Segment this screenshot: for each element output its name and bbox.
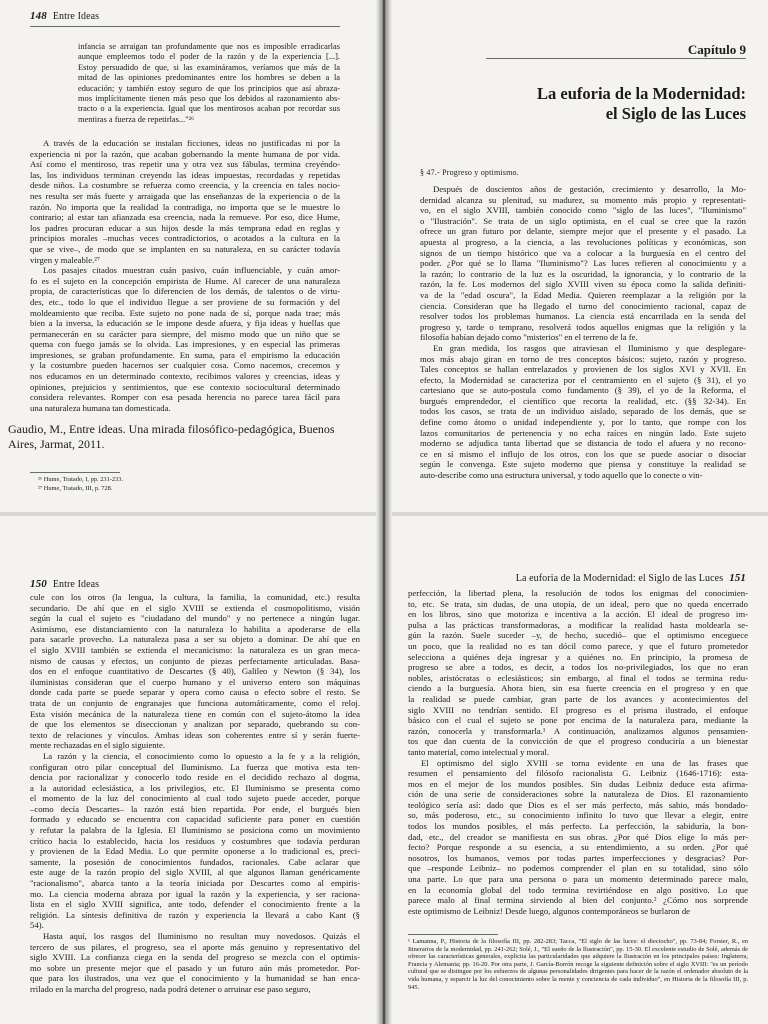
chapter-rule xyxy=(486,58,746,59)
page-number: 148 xyxy=(30,10,47,22)
text-line: infancia se arraigan tan profundamente que nos es imposible erradicarlas xyxy=(78,42,340,51)
text-line: gún la razón. Suele suceder –y, de hecho, sucedió– que el optimismo enceguece xyxy=(408,630,748,641)
text-line: que se vive–, de modo que se implanten en su naturaleza, en su carácter todavía xyxy=(30,243,340,254)
text-line: lista en el siglo XVIII significa, ante todo, defender el conocimiento frente a la xyxy=(30,899,360,910)
text-line: Esta visión mecánica de la naturaleza tiene en común con el sujeto-átomo la idea xyxy=(30,708,360,719)
text-line: Después de doscientos años de gestación, crecimiento y desarrollo, la Mo- xyxy=(433,184,746,194)
text-line: texto de relaciones y vínculos. Ambas ideas son coherentes entre sí y serán fuerte- xyxy=(30,729,360,740)
text-line: nosotros, los humanos, vemos por todas partes imperfecciones y desgracias? Por- xyxy=(408,852,748,863)
text-line: permanecerán en su carácter para siempre, del mismo modo que un niño que se xyxy=(30,328,340,339)
text-line: para sacarle provecho. La naturaleza pasa a ser su objeto a dominar. De ahí que en xyxy=(30,634,360,645)
text-line: aunque empleemos todo el poder de la razón y de la experiencia [...]. xyxy=(78,52,340,62)
chapter-title xyxy=(537,84,746,124)
text-line: considera relevantes. Romper con esa pesada herencia no parece tarea fácil para xyxy=(30,392,340,403)
text-line: nobles, aristócratas o eclesiásticos; sin embargo, al final el todos se termina redu- xyxy=(408,672,748,683)
text-line: la razón; lo contrario de la luz es la oscuridad, la ignorancia, y lo contrario de la xyxy=(420,268,746,279)
text-line: en los libros, sino que motoriza e incentiva a la acción. El ideal de progreso im- xyxy=(408,609,748,620)
text-line: bien a la inversa, la educación se le impone desde afuera, y fija ideas y huellas que xyxy=(30,318,340,329)
text-line: ofrece un gran futuro por delante, siempre mejor que el presente y el pasado. La xyxy=(420,226,746,237)
chapter-title-line-1: La euforia de la Modernidad: xyxy=(537,84,746,103)
footnote: ²⁷ Hume, Tratado, III, p. 728. xyxy=(38,484,113,492)
running-head xyxy=(516,572,746,584)
text-line: dos en el enfoque cuantitativo de Descartes (§ 40), Galileo y Newton (§ 34), los xyxy=(30,666,360,677)
text-line: progreso y, tarde o temprano, resolverá todos aquellos enigmas que la religión y la xyxy=(420,321,746,332)
text-line: ce en sí mismo el influjo de los otros, con los que se puede asociar o disociar xyxy=(420,448,746,459)
text-line: signos de un tiempo histórico que va a colocar a la burguesía en el centro del xyxy=(420,247,746,258)
body-text xyxy=(420,184,746,481)
page-number: 150 xyxy=(30,578,47,590)
text-line: y provienen de la Edad Media. Lo que permite oponerse a lo tradicional es, preci- xyxy=(30,846,360,857)
text-line: rrilado en la marcha del progreso, nada podrá detener o arruinar ese paso seguro, xyxy=(30,983,311,994)
text-line: tanto material, como intelectual y moral. xyxy=(408,746,550,757)
text-line: samente, la posesión de conocimientos fundados, racionales. Cabe aclarar que xyxy=(30,856,360,867)
page-150 xyxy=(0,516,378,1024)
text-line: tracto o a la experiencia. Igual que los mentirosos acaban por recordar sus xyxy=(78,104,340,114)
text-line: básico con el cual el sujeto se pone por encima de la naturaleza para, mediante la xyxy=(408,715,748,726)
text-line: iluministas consideran que el cuerpo humano y el universo entero son máquinas xyxy=(30,676,360,687)
text-line: según le convenga. Este sujeto moderno que piensa y constituye la realidad se xyxy=(420,459,746,470)
running-head-title: Entre Ideas xyxy=(52,579,100,590)
chapter-label: Capítulo 9 xyxy=(687,42,746,57)
text-line: que para los ilustrados, una vez que el conocimiento y la humanidad se han enca- xyxy=(30,973,360,984)
text-line: configuran otro pilar conceptual del Iluminismo. La fuerza que motiva esta ten- xyxy=(30,761,360,772)
text-line: En gran medida, los rasgos que atraviesan el Iluminismo y que desplegare- xyxy=(433,342,746,353)
text-line: pulsa a las prácticas transformadoras, a modificar la realidad hasta moldearla se- xyxy=(408,619,748,630)
text-line: La razón y la ciencia, el conocimiento como lo opuesto a la fe y a la religión, xyxy=(43,750,360,761)
text-line: progreso se abre a todos, es decir, a todos los no-privilegiados, los que no eran xyxy=(408,662,748,673)
footnote-rule xyxy=(408,934,498,935)
text-line: burgués emprendedor, el científico que recorta la realidad, etc. (§§ 32-34). En xyxy=(420,395,746,406)
text-line: secundario. De ahí que en el siglo XVIII se extienda el cosmopolitismo, visión xyxy=(30,602,360,613)
text-line: mos implícitamente tienen más peso que los debidos al razonamiento abs- xyxy=(78,94,340,104)
section-heading: § 47.- Progreso y optimismo. xyxy=(420,168,519,177)
text-line: virgen y maleable.²⁷ xyxy=(30,254,100,265)
text-line: a la autoridad eclesiástica, a los privilegios, etc. El Iluminismo se presenta como xyxy=(30,782,360,793)
footnote-rule xyxy=(30,472,120,473)
text-line: A través de la educación se instalan ficciones, ideas no justificadas ni por la xyxy=(43,138,340,148)
text-line: religión. La síntesis definitiva de razón y experiencia la llevará a cabo Kant (§ xyxy=(30,909,360,920)
text-line: va de la "edad oscura", la Edad Media. Quieren reemplazar a la religión por la xyxy=(420,289,746,300)
text-line: Asimismo, ese distanciamiento con la naturaleza lo habilita a apoderarse de ella xyxy=(30,623,360,634)
text-line: moderno se adjudica tanta libertad que se distancia de todo el afuera y no recono- xyxy=(420,438,746,449)
text-line: cule con los otros (la lengua, la cultura, la familia, la comunidad, etc.) resulta xyxy=(30,592,360,602)
text-line: razón. No importa que la realidad la contradiga, no importa que se le muestre lo xyxy=(30,201,340,212)
text-line: este auge de la razón propio del siglo XVIII, al que algunos llaman genéricamente xyxy=(30,867,360,878)
text-line: teológico sería así: dado que Dios es el ser más perfecto, más sabio, más bondado- xyxy=(408,799,748,810)
text-line: des, etc., todo lo que el individuo llegue a ser proviene de su formación y del xyxy=(30,296,340,307)
text-line: el momento de la luz del conocimiento al cual todo sujeto puede acceder, porque xyxy=(30,793,360,804)
text-line: siglo XVIII. La confianza ciega en la senda del progreso se mezcla con el optimis- xyxy=(30,952,360,963)
text-line: todos los mundos posibles, el más perfecto. La perfección, la sabiduría, la bon- xyxy=(408,821,748,832)
text-line: Los pasajes citados muestran cuán pasivo, cuán influenciable, y cuán amor- xyxy=(43,265,340,276)
text-line: ciencia. Consideran que ha llegado el turno del conocimiento racional, capaz de xyxy=(420,300,746,311)
text-line: 54). xyxy=(30,920,44,931)
text-line: la realidad se puede cambiar, gran parte de los avances y acontecimientos del xyxy=(408,693,748,704)
text-line: Hasta aquí, los rasgos del Iluminismo no resultan muy novedosos. Quizás el xyxy=(43,931,360,941)
chapter-title-line-2: el Siglo de las Luces xyxy=(605,104,746,123)
footnotes xyxy=(408,938,748,992)
text-line: fo es el sujeto en la concepción empirista de Hume. Al carecer de una naturaleza xyxy=(30,275,340,286)
text-line: educación; y también estoy seguro de que los principios que así abraza- xyxy=(78,83,340,93)
block-quote xyxy=(78,42,340,125)
running-head-title: Entre Ideas xyxy=(52,11,100,22)
text-line: vo, en el siglo XVIII, también conocido como "siglo de las luces", "Iluminismo" xyxy=(420,205,746,216)
text-line: un poco, que la realidad no es tan dócil como parece, y que el futuro prometedor xyxy=(408,640,748,651)
text-line: mo sobre un presente mejor que el pasado y un futuro aún más prometedor. Por- xyxy=(30,962,360,973)
running-head xyxy=(30,10,99,22)
page-148 xyxy=(0,0,378,512)
text-line: crítico hacia lo establecido, hacia los residuos y costumbres que todavía perduran xyxy=(30,835,360,846)
text-line: Tales conceptos se hallan entrelazados y provienen de los siglos XVI y XVII. En xyxy=(420,364,746,375)
footnotes xyxy=(38,476,338,493)
text-line: nos educamos en un determinado contexto, recibimos valores y creencias, ideas y xyxy=(30,371,340,382)
text-line: de que los elementos se diseccionan y analizan por separado, quebrando su con- xyxy=(30,719,360,730)
footnote: ¹ Lamanna, P., Historia de la filosofía III, pp. 282-283; Tacca, "El siglo de las luces: el dieciocho", pp. 73-84; Forster, R., en Itinerarios de la modernidad, pp. 241-262; Solé, J., "El sueño de la Ilustración", pp. 15-30. El excelente estudio de Solé, además de ofrecer las características generales, explicita las particularidades que adquiere la Ilustración en los principales países: Inglaterra, Francia y Alemania; pp. 16-20. Por otra parte, J. García-Borrón recoge la siguiente definición sobre el siglo XVIII: "es un período cultural que se distingue por los esfuerzos de algunas personalidades dirigentes para hacer de la razón el ordenador absoluto de la vida humana, y esparcir la luz del conocimiento sobre la mente y conciencia de cada individuo", en Historia de la filosofía III, p. 945. xyxy=(408,938,748,991)
text-line: define como átomo o unidad independiente y, por lo tanto, que rompe con los xyxy=(420,417,746,428)
text-line: una parte. Lo que para una persona o para un momento determinado parece malo, xyxy=(408,874,748,885)
body-text xyxy=(30,592,360,995)
text-line: este optimismo de Leibniz! Desde luego, algunos contemporáneos se burlaron de xyxy=(408,905,691,916)
text-line: o "Ilustración". Se trata de un siglo optimista, en el cual se cree que la razón xyxy=(420,215,746,226)
page-number: 151 xyxy=(729,572,746,584)
text-line: perfección, la libertad plena, la resolución de todos los enigmas del conocimien- xyxy=(408,588,748,598)
header-rule xyxy=(30,26,340,27)
text-line: –como decía Descartes– la razón está bien repartida. Por ende, el burgués bien xyxy=(30,803,360,814)
body-text xyxy=(30,138,340,413)
running-head xyxy=(30,578,99,590)
text-line: apuesta al progreso, a la ciencia, a las revoluciones políticas y económicas, son xyxy=(420,236,746,247)
body-text xyxy=(408,588,748,916)
text-line: impresiones, se graban profundamente. En suma, para el empirismo la educación xyxy=(30,349,340,360)
text-line: poder. ¿Por qué se lo llama "Iluminismo"? Las luces refieren al conocimiento y a xyxy=(420,258,746,269)
text-line: donde cada parte se puede separar y opera como causa o efecto sobre el resto. Se xyxy=(30,687,360,698)
text-line: razón, la fe. Los modernos del siglo XVIII viven su época como la salida definiti- xyxy=(420,279,746,290)
text-line: resolver todos los problemas humanos. La ciencia está encarrilada en la senda del xyxy=(420,311,746,322)
text-line: siglo XVIII no tendrían sentido. El progreso es el prisma ilustrado, el enfoque xyxy=(408,704,748,715)
footnote: ²⁶ Hume, Tratado, I, pp. 231-233. xyxy=(38,476,124,483)
text-line: mente rechazadas en el siglo siguiente. xyxy=(30,740,166,751)
text-line: mitad de las opiniones predominantes entre los hombres se deben a la xyxy=(78,73,340,83)
text-line: quema con fuego jamás se lo olvida. Las impresiones, y en especial las primeras xyxy=(30,339,340,350)
text-line: y la costumbre pueden hacernos ser cualquier cosa. Como nacemos, crecemos y xyxy=(30,360,340,371)
text-line: nes resulta ser más fuerte y arraigada que las enseñanzas de la experiencia o de la xyxy=(30,190,340,201)
text-line: nismo de causas y efectos, un conjunto de piezas perfectamente articuladas. Basa- xyxy=(30,655,360,666)
text-line: filosofía habían dejado como "misterios" en el terreno de la fe. xyxy=(420,332,638,343)
text-line: to, etc. Se trata, sin dudas, de una utopía, de un ideal, pero que no queda encerrado xyxy=(408,598,748,609)
text-line: experiencia ni por la razón, que acaban gobernando la mente humana de por vida. xyxy=(30,148,340,159)
text-line: los padres procuran educar a sus hijos desde la más temprana edad en reglas y xyxy=(30,222,340,233)
text-line: mos en el mejor de los mundos posibles. Sin dudas Leibniz deduce esta afirma- xyxy=(408,778,748,789)
text-line: auto-describe como una estructura universal, y todo aquello que lo conecte o vin- xyxy=(420,470,703,481)
text-line: tos que dan cuenta de la convicción de que el progreso conduciría a un bienestar xyxy=(408,736,748,747)
chapter-9-opener xyxy=(390,0,768,512)
bibliographic-citation: Gaudio, M., Entre ideas. Una mirada filosófico-pedagógica, Buenos Aires, Jarmat, 2011. xyxy=(8,422,335,451)
text-line: resumen el pensamiento del filósofo racionalista G. Leibniz (1646-1716): esta- xyxy=(408,768,748,779)
text-line: desde niños. La costumbre se refuerza como creencia, y la creencia en tales nocio- xyxy=(30,180,340,191)
text-line: mo. La ciencia moderna abraza por igual la razón y la experiencia, y ser raciona- xyxy=(30,888,360,899)
text-line: cartesiano que se auto-postula como fundamento (§ 39), el yo de la Reforma, el xyxy=(420,385,746,396)
text-line: tercero de sus pilares, el progreso, sea el aporte más genuino y representativo del xyxy=(30,941,360,952)
text-line: dernidad alcanza su plenitud, su madurez, su momento más propio y representati- xyxy=(420,194,746,205)
text-line: dad, etc., del creador se manifiesta en sus obras. ¿Por qué Dios elige lo más per- xyxy=(408,831,748,842)
text-line: las, los individuos terminan creyendo las ideas impuestas, recordadas y repetidas xyxy=(30,169,340,180)
text-line: opiniones, prejuicios y sentimientos, que ese contexto sociocultural determinado xyxy=(30,381,340,392)
text-line: en la economía global del todo termina revirtiéndose en algo positivo. Lo que xyxy=(408,884,748,895)
text-line: formado y educado se encuentra con capacidad suficiente para poner en cuestión xyxy=(30,814,360,825)
text-line: trata de un conjunto de engranajes que funciona automáticamente, como el reloj. xyxy=(30,697,360,708)
text-line: según la cual el sujeto es "ciudadano del mundo" y no pertenece a ningún lugar. xyxy=(30,613,360,624)
text-line: razón, conocerla y transformarla.¹ A continuación, analizamos algunos pensamien- xyxy=(408,725,748,736)
text-line: el siglo XVIII también se extienda el mecanicismo: la naturaleza es un gran meca- xyxy=(30,644,360,655)
text-line: Estoy persuadido de que, si las examináramos, veríamos que más de la xyxy=(78,62,340,72)
text-line: propia, de características que lo diferencien de los demás, de talentos o de virtu- xyxy=(30,286,340,297)
text-line: dencia por racionalizar y conocerlo todo reside en el decidido rechazo al dogma, xyxy=(30,772,360,783)
text-line: El optimismo del siglo XVIII se torna evidente en una de las frases que xyxy=(421,757,748,768)
text-line: ciendo a la burguesía. Ahora bien, sin esa fuerte creencia en el progreso y en que xyxy=(408,683,748,694)
text-line: "racionalismo", abarca tanto a la teoría iniciada por Descartes como al empiris- xyxy=(30,878,360,889)
text-line: fecto? Porque responde a su esencia, a su entendimiento, a su orden. ¿Por qué xyxy=(408,842,748,853)
text-line: todos los casos, se trata de un individuo aislado, separado de los demás, que se xyxy=(420,406,746,417)
text-line: efecto, la Modernidad se caracteriza por el centramiento en el sujeto (§ 31), el yo xyxy=(420,374,746,385)
text-line: principios morales –muchas veces contradictorios, o acotados a la cultura en la xyxy=(30,233,340,244)
text-line: so, más poderoso, etc., su conocimiento infinito lo tuvo que llevar a elegir, entre xyxy=(408,810,748,821)
text-line: mentiras a fuerza de repetirlas..."²⁶ xyxy=(78,114,195,124)
text-line: Así como el mentiroso, tras repetir una y otra vez sus fábulas, termina creyéndo- xyxy=(30,159,340,170)
text-line: una naturaleza humana tan domesticada. xyxy=(30,402,171,413)
text-line: y refutar la palabra de la Iglesia. El Iluminismo se posiciona como un movimiento xyxy=(30,825,360,836)
text-line: selecciona a quiénes deja ingresar y a quiénes no. En principio, la promesa de xyxy=(408,651,748,662)
text-line: ción de una serie de consideraciones sobre la naturaleza de Dios. El razonamiento xyxy=(408,789,748,800)
text-line: moldeamiento que reciba. Este sujeto no pone nada de sí, porque nada trae; más xyxy=(30,307,340,318)
text-line: contrario; al estar tan afianzada esa creencia, nada la remueve. Por eso, dice Hume, xyxy=(30,212,340,223)
text-line: parece malo al final termina sirviendo al bien del conjunto.² ¿Cómo nos sorprende xyxy=(408,895,748,906)
page-151 xyxy=(390,516,768,1024)
text-line: que –responde Leibniz– no podemos comprender el plan en su totalidad, sino sólo xyxy=(408,863,748,874)
text-line: lazos comunitarios de pertenencia y no echa raíces en ningún lado. Este sujeto xyxy=(420,427,746,438)
text-line: mos más abajo giran en torno de tres conceptos básicos: sujeto, razón y progreso. xyxy=(420,353,746,364)
book-spine xyxy=(376,0,392,1024)
running-head-title: La euforia de la Modernidad: el Siglo de las Luces xyxy=(515,573,724,584)
